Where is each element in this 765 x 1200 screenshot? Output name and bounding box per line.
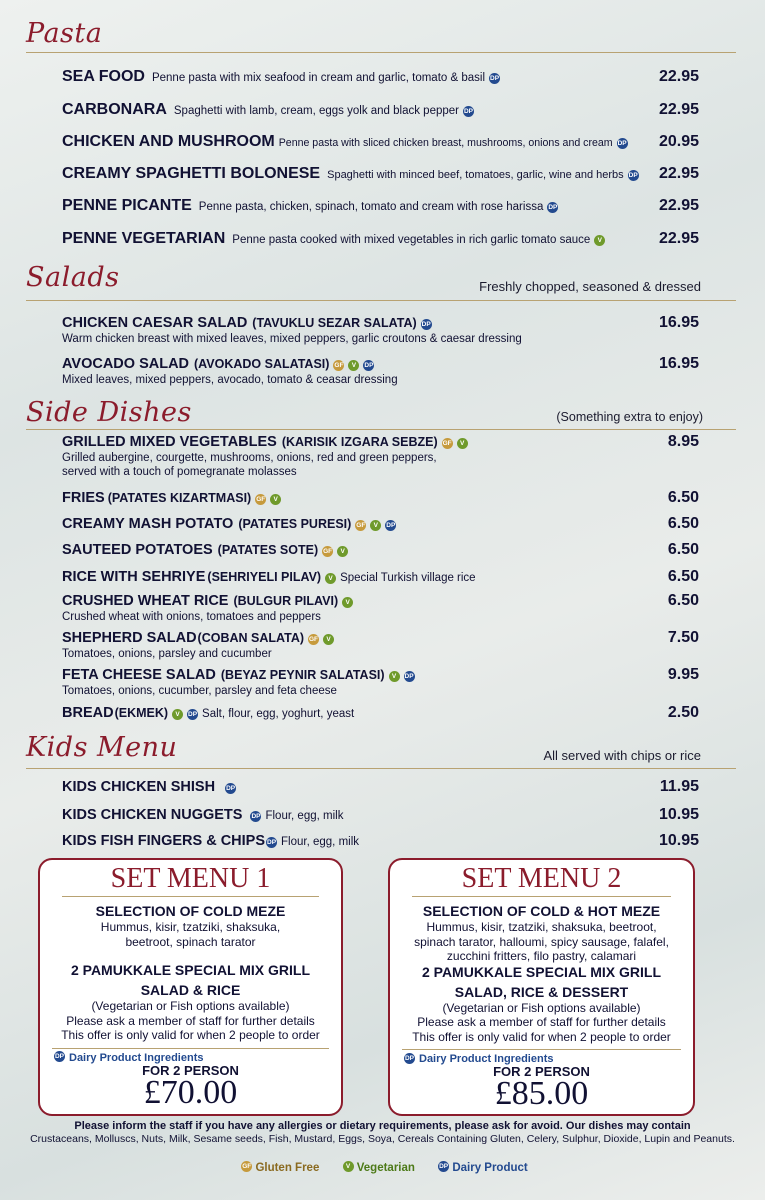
gluten-free-icon: GF	[356, 522, 366, 529]
item-description: Grilled aubergine, courgette, mushrooms, onions, red and green peppers,	[62, 452, 437, 464]
menu-item: AVOCADO SALAD (AVOKADO SALATASI) GF V DP 16.95	[62, 355, 699, 372]
set-menu-note: This offer is only valid for when 2 people to order	[412, 1029, 671, 1044]
vegetarian-icon: V	[389, 671, 400, 682]
dairy-note: DP Dairy Product Ingredients	[404, 1053, 554, 1065]
set-menu-extra: SALAD, RICE & DESSERT	[454, 983, 629, 1000]
sides-note: (Something extra to enjoy)	[556, 410, 703, 424]
allergy-notice	[0, 1120, 765, 1146]
set-menu-title: SET MENU 2	[461, 863, 622, 894]
sides-rule	[26, 429, 736, 430]
vegetarian-icon: V	[594, 235, 605, 246]
salads-title: Salads	[26, 262, 120, 293]
allergy-line-1: Please inform the staff if you have any allergies or dietary requirements, please ask for avoid. Our dishes may contain	[74, 1120, 691, 1132]
dairy-icon: DP	[226, 785, 236, 792]
set-menu-line: spinach tarator, halloumi, spicy sausage, falafel,	[414, 934, 669, 949]
menu-item: KIDS CHICKEN SHISH DP 11.95	[62, 778, 699, 795]
menu-item: PENNE VEGETARIAN Penne pasta cooked with mixed vegetables in rich garlic tomato sauce V 22.95	[62, 230, 699, 247]
dairy-icon: DP	[628, 172, 638, 179]
set-menu-note: Please ask a member of staff for further details	[417, 1015, 666, 1029]
item-description: Tomatoes, onions, cucumber, parsley and feta cheese	[62, 685, 337, 697]
set-menu-line: beetroot, spinach tarator	[125, 934, 256, 949]
set-menu-note: This offer is only valid for when 2 people to order	[61, 1028, 320, 1042]
menu-item: PENNE PICANTE Penne pasta, chicken, spinach, tomato and cream with rose harissa DP 22.95	[62, 197, 699, 214]
set-menu-rule	[402, 1049, 681, 1050]
vegetarian-icon: V	[342, 597, 353, 608]
set-menu-line: Hummus, kisir, tzatziki, shaksuka,	[100, 920, 281, 934]
dairy-icon: DP	[490, 75, 500, 82]
dairy-icon: DP	[404, 1054, 415, 1062]
menu-item: CRUSHED WHEAT RICE (BULGUR PILAVI) V 6.50	[62, 592, 699, 609]
legend-dairy: DP Dairy Product	[439, 1162, 528, 1174]
item-description: Mixed leaves, mixed peppers, avocado, tomato & ceasar dressing	[62, 374, 398, 386]
set-menu-extra: SALAD & RICE	[140, 982, 241, 998]
menu-item: CHICKEN AND MUSHROOM Penne pasta with sliced chicken breast, mushrooms, onions and cream DP 20.95	[62, 133, 699, 150]
dairy-icon: DP	[463, 108, 474, 115]
menu-item: CHICKEN CAESAR SALAD (TAVUKLU SEZAR SALATA) DP 16.95	[62, 314, 699, 331]
item-description: Tomatoes, onions, parsley and cucumber	[62, 648, 272, 660]
vegetarian-icon: V	[270, 494, 281, 505]
set-menu-rule	[62, 896, 319, 897]
set-menu-heading: SELECTION OF COLD & HOT MEZE	[422, 903, 661, 919]
vegetarian-icon: V	[323, 634, 334, 645]
menu-item: SEA FOOD Penne pasta with mix seafood in cream and garlic, tomato & basil DP 22.95	[62, 68, 699, 85]
set-menu-line: zucchini fritters, filo pastry, calamari	[446, 949, 637, 963]
set-menu-note: (Vegetarian or Fish options available)	[91, 999, 290, 1013]
dairy-note: DP Dairy Product Ingredients	[54, 1051, 204, 1064]
vegetarian-icon: V	[343, 1161, 354, 1172]
gluten-free-icon: GF	[442, 440, 452, 447]
set-menu-for: FOR 2 PERSON	[142, 1062, 239, 1078]
menu-item: BREAD (EKMEK) V DP Salt, flour, egg, yoghurt, yeast 2.50	[62, 704, 699, 721]
salads-note: Freshly chopped, seasoned & dressed	[479, 279, 701, 294]
vegetarian-icon: V	[325, 573, 336, 584]
gluten-free-icon: GF	[242, 1163, 252, 1171]
dairy-icon: DP	[439, 1163, 449, 1171]
set-menu-title: SET MENU 1	[110, 863, 271, 894]
gluten-free-icon: GF	[256, 496, 266, 503]
menu-item: RICE WITH SEHRIYE (SEHRIYELI PILAV) V Special Turkish village rice 6.50	[62, 568, 699, 585]
gluten-free-icon: GF	[334, 362, 344, 369]
vegetarian-icon: V	[348, 360, 359, 371]
set-menu-price: £85.00	[494, 1075, 589, 1112]
set-menu-note: (Vegetarian or Fish options available)	[442, 1000, 641, 1015]
vegetarian-icon: V	[172, 709, 183, 720]
dairy-icon: DP	[548, 204, 558, 211]
menu-item: FETA CHEESE SALAD (BEYAZ PEYNIR SALATASI) V DP 9.95	[62, 666, 699, 683]
vegetarian-icon: V	[370, 520, 381, 531]
menu-item: KIDS CHICKEN NUGGETS DP Flour, egg, milk 10.95	[62, 806, 699, 823]
item-description: served with a touch of pomegranate molasses	[62, 466, 297, 478]
legend-gluten-free: GF Gluten Free	[242, 1162, 320, 1174]
dairy-icon: DP	[267, 839, 277, 846]
item-description: Warm chicken breast with mixed leaves, mixed peppers, garlic croutons & caesar dressing	[62, 333, 522, 345]
set-menu-for: FOR 2 PERSON	[493, 1064, 590, 1079]
sides-title: Side Dishes	[26, 397, 192, 428]
kids-title: Kids Menu	[26, 732, 178, 763]
vegetarian-icon: V	[337, 546, 348, 557]
set-menu-1-card	[38, 858, 343, 1116]
set-menu-rule	[52, 1048, 329, 1049]
salads-rule	[26, 300, 736, 301]
vegetarian-icon: V	[457, 438, 468, 449]
menu-item: CARBONARA Spaghetti with lamb, cream, eggs yolk and black pepper DP 22.95	[62, 101, 699, 118]
dairy-icon: DP	[188, 711, 198, 718]
kids-note: All served with chips or rice	[543, 748, 701, 763]
menu-item: KIDS FISH FINGERS & CHIPS DP Flour, egg, milk 10.95	[62, 832, 699, 849]
gluten-free-icon: GF	[323, 548, 333, 555]
dairy-icon: DP	[364, 362, 374, 369]
menu-item: SAUTEED POTATOES (PATATES SOTE) GF V 6.50	[62, 541, 699, 558]
set-menu-note: Please ask a member of staff for further details	[66, 1013, 315, 1028]
pasta-rule	[26, 52, 736, 53]
set-menu-heading: SELECTION OF COLD MEZE	[95, 903, 286, 919]
dairy-icon: DP	[54, 1053, 65, 1061]
set-menu-price: £70.00	[143, 1073, 238, 1111]
allergy-line-2: Crustaceans, Molluscs, Nuts, Milk, Sesame seeds, Fish, Mustard, Eggs, Soya, Cereals Containing Gluten, Celery, Sulphur, Dioxide, Lupin and Peanuts.	[30, 1133, 735, 1145]
set-menu-2-card	[388, 858, 695, 1116]
set-menu-line: Hummus, kisir, tzatziki, shaksuka, beetroot,	[426, 920, 657, 934]
set-menu-rule	[412, 896, 671, 897]
dairy-icon: DP	[421, 321, 431, 328]
set-menu-grill: 2 PAMUKKALE SPECIAL MIX GRILL	[421, 963, 662, 980]
kids-rule	[26, 768, 736, 769]
menu-item: CREAMY SPAGHETTI BOLONESE Spaghetti with minced beef, tomatoes, garlic, wine and herbs DP 22.95	[62, 165, 699, 182]
pasta-title: Pasta	[26, 18, 103, 49]
menu-item: CREAMY MASH POTATO (PATATES PURESI) GF V DP 6.50	[62, 515, 699, 532]
menu-item: SHEPHERD SALAD (COBAN SALATA) GF V 7.50	[62, 629, 699, 646]
menu-item: FRIES (PATATES KIZARTMASI) GF V 6.50	[62, 489, 699, 506]
dairy-icon: DP	[386, 522, 396, 529]
dairy-icon: DP	[404, 673, 414, 680]
dairy-icon: DP	[251, 813, 261, 820]
legend-vegetarian: V Vegetarian	[339, 1162, 415, 1174]
dairy-icon: DP	[617, 140, 627, 147]
menu-item: GRILLED MIXED VEGETABLES (KARISIK IZGARA SEBZE) GF V 8.95	[62, 433, 699, 450]
item-description: Crushed wheat with onions, tomatoes and peppers	[62, 611, 321, 623]
gluten-free-icon: GF	[309, 636, 319, 643]
legend	[0, 1162, 765, 1174]
set-menu-grill: 2 PAMUKKALE SPECIAL MIX GRILL	[70, 962, 311, 978]
